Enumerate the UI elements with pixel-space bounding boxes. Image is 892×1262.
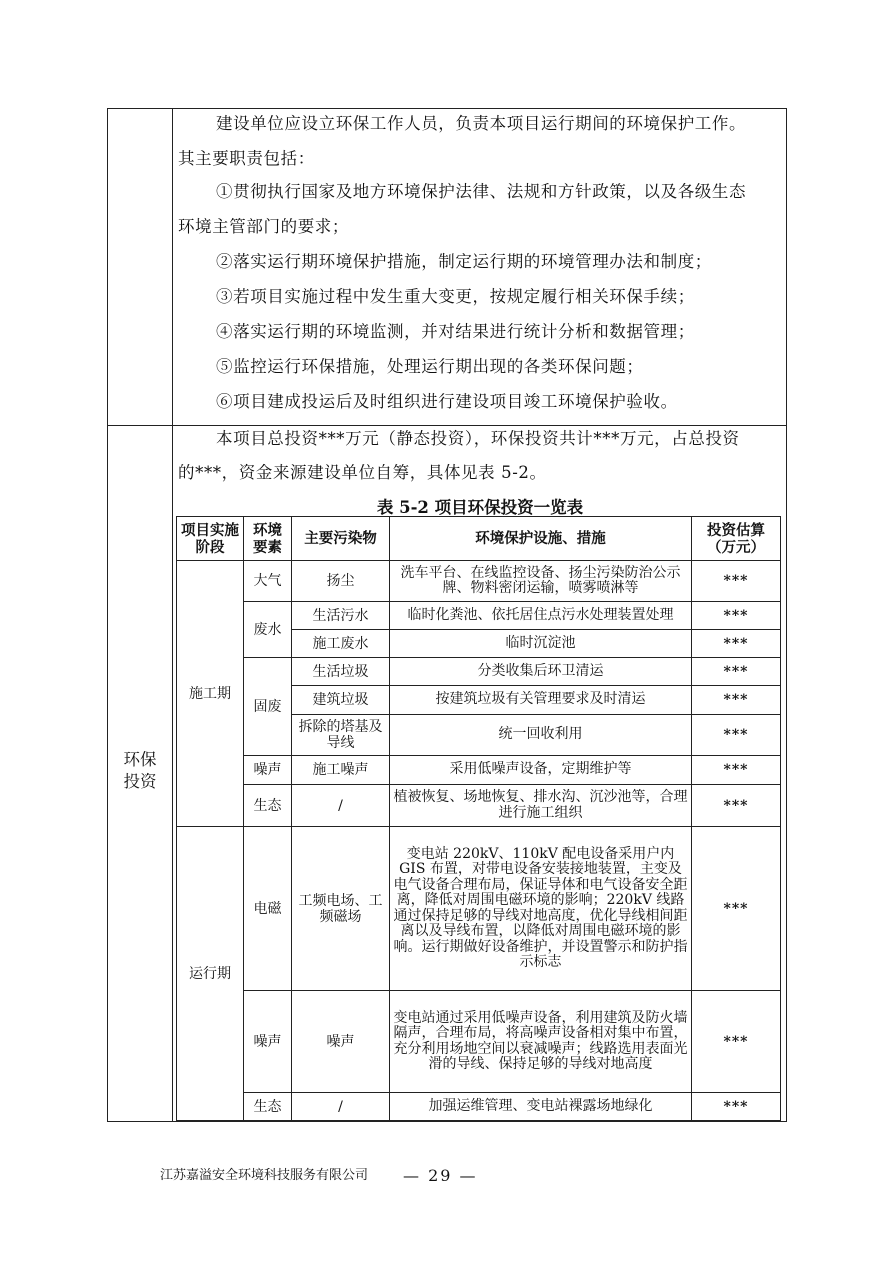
cell-cost: *** — [692, 1093, 781, 1121]
cell-measure: 加强运维管理、变电站裸露场地绿化 — [390, 1093, 692, 1121]
cell-cost: *** — [692, 991, 781, 1093]
cell-pollutant: 生活垃圾 — [292, 658, 390, 686]
cell-measure: 洗车平台、在线监控设备、扬尘污染防治公示牌、物料密闭运输，喷雾喷淋等 — [390, 561, 692, 602]
cell-cost: *** — [692, 658, 781, 686]
duty-item-2: ②落实运行期环境保护措施，制定运行期的环境管理办法和制度； — [216, 252, 712, 271]
cell-measure: 分类收集后环卫清运 — [390, 658, 692, 686]
duty-paragraph-1: 建设单位应设立环保工作人员，负责本项目运行期间的环境保护工作。 — [216, 114, 747, 133]
cell-cost: *** — [692, 785, 781, 827]
table-row — [177, 658, 781, 686]
cell-pollutant: 施工噪声 — [292, 756, 390, 785]
cell-measure: 植被恢复、场地恢复、排水沟、沉沙池等，合理进行施工组织 — [390, 785, 692, 827]
header-pollutant: 主要污染物 — [292, 517, 390, 561]
column-divider — [172, 109, 173, 1121]
cell-element: 生态 — [244, 1093, 292, 1121]
table-row — [177, 561, 781, 602]
stage-construction: 施工期 — [177, 561, 244, 827]
table-row — [177, 827, 781, 991]
row-label-line-1: 环保 — [123, 750, 157, 769]
cell-pollutant: / — [292, 785, 390, 827]
table-row — [177, 785, 781, 827]
cell-cost: *** — [692, 561, 781, 602]
table-row — [177, 991, 781, 1093]
row-divider — [108, 425, 786, 426]
cell-measure: 按建筑垃圾有关管理要求及时清运 — [390, 686, 692, 715]
investment-intro-1: 本项目总投资***万元（静态投资），环保投资共计***万元，占总投资 — [216, 429, 740, 448]
cell-pollutant: 生活污水 — [292, 602, 390, 630]
cell-pollutant: / — [292, 1093, 390, 1121]
row-label-line-2: 投资 — [123, 772, 157, 791]
duty-item-5: ⑤监控运行环保措施，处理运行期出现的各类环保问题； — [216, 357, 644, 376]
header-measure: 环境保护设施、措施 — [390, 517, 692, 561]
cell-cost: *** — [692, 756, 781, 785]
cell-measure: 变电站通过采用低噪声设备，利用建筑及防火墙隔声，合理布局，将高噪声设备相对集中布置，充分利用场地空间以衰减噪声；线路选用表面光滑的导线、保持足够的导线对地高度 — [390, 991, 692, 1093]
duty-item-6: ⑥项目建成投运后及时组织进行建设项目竣工环境保护验收。 — [216, 392, 678, 411]
cell-pollutant: 扬尘 — [292, 561, 390, 602]
duty-item-4: ④落实运行期的环境监测，并对结果进行统计分析和数据管理； — [216, 322, 695, 341]
cell-element: 大气 — [244, 561, 292, 602]
cell-element: 噪声 — [244, 756, 292, 785]
cell-measure: 统一回收利用 — [390, 715, 692, 756]
page-number: — 29 — — [403, 1166, 478, 1185]
cell-measure: 临时沉淀池 — [390, 630, 692, 658]
investment-intro-2: 的***，资金来源建设单位自筹，具体见表 5-2。 — [178, 463, 547, 482]
cell-measure: 变电站 220kV、110kV 配电设备采用户内 GIS 布置，对带电设备安装接地装置，主变及电气设备合理布局，保证导体和电气设备安全距离，降低对周围电磁环境的影响；220kV 线路通过保持足够的导线对地高度，优化导线相间距离以及导线布置，以降低对周围电磁环境的影响。运行期做好设备维护，并设置警示和防护指示标志 — [390, 827, 692, 991]
header-element: 环境要素 — [244, 517, 292, 561]
cell-pollutant: 工频电场、工频磁场 — [292, 827, 390, 991]
cell-element: 噪声 — [244, 991, 292, 1093]
footer-company: 江苏嘉溢安全环境科技服务有限公司 — [160, 1168, 369, 1183]
env-investment-table — [176, 516, 781, 1121]
table-row — [177, 756, 781, 785]
table-caption: 表 5-2 项目环保投资一览表 — [376, 498, 584, 517]
cell-pollutant: 施工废水 — [292, 630, 390, 658]
row-label-env-investment — [108, 749, 172, 793]
cell-pollutant: 建筑垃圾 — [292, 686, 390, 715]
cell-measure: 临时化粪池、依托居住点污水处理装置处理 — [390, 602, 692, 630]
duty-item-3: ③若项目实施过程中发生重大变更，按规定履行相关环保手续； — [216, 287, 695, 306]
stage-operation: 运行期 — [177, 827, 244, 1121]
table-header-row — [177, 517, 781, 561]
duty-paragraph-2: 其主要职责包括： — [178, 149, 315, 168]
duty-item-1-cont: 环境主管部门的要求； — [178, 217, 349, 236]
cell-element: 废水 — [244, 602, 292, 658]
cell-cost: *** — [692, 602, 781, 630]
table-row — [177, 1093, 781, 1121]
cell-element: 固废 — [244, 658, 292, 756]
cell-measure: 采用低噪声设备，定期维护等 — [390, 756, 692, 785]
header-stage: 项目实施阶段 — [177, 517, 244, 561]
cell-cost: *** — [692, 715, 781, 756]
table-row — [177, 602, 781, 630]
cell-pollutant: 噪声 — [292, 991, 390, 1093]
cell-cost: *** — [692, 630, 781, 658]
cell-element: 电磁 — [244, 827, 292, 991]
cell-element: 生态 — [244, 785, 292, 827]
cell-cost: *** — [692, 686, 781, 715]
header-cost: 投资估算（万元） — [692, 517, 781, 561]
duty-item-1: ①贯彻执行国家及地方环境保护法律、法规和方针政策，以及各级生态 — [216, 182, 747, 201]
cell-cost: *** — [692, 827, 781, 991]
cell-pollutant: 拆除的塔基及导线 — [292, 715, 390, 756]
